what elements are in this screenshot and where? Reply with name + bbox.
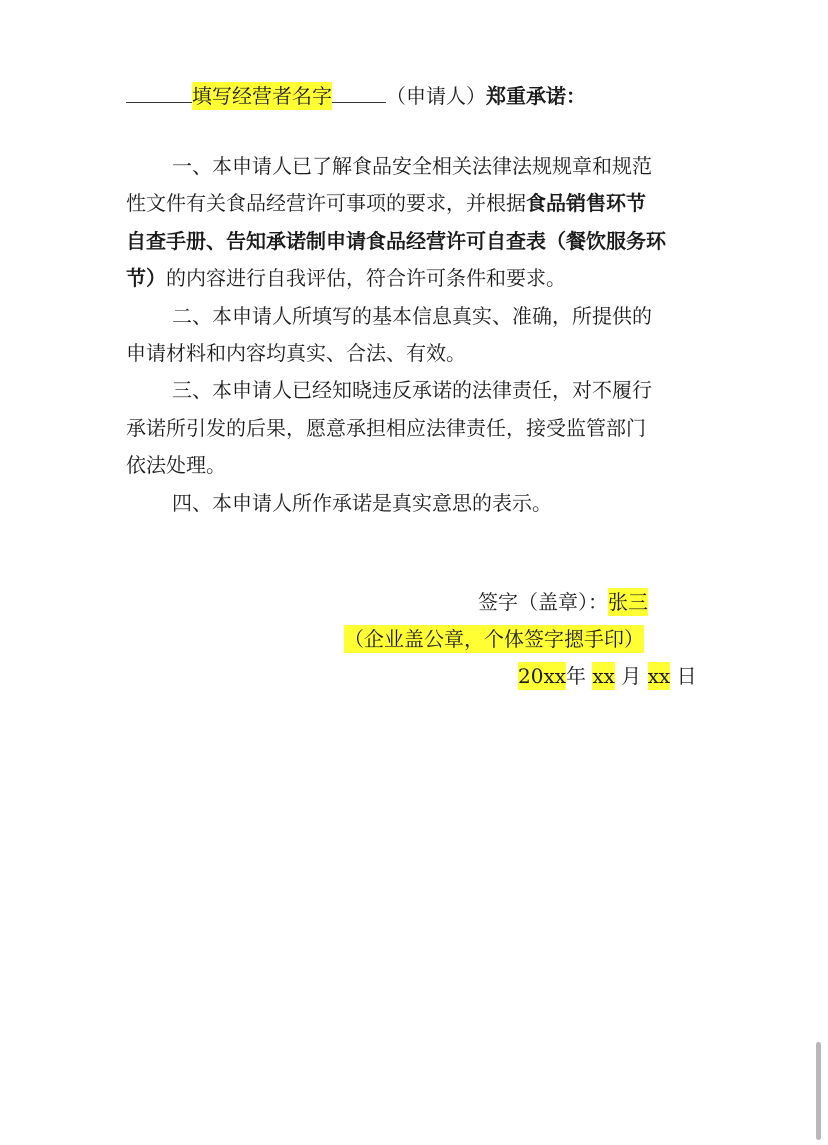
pledge-heading: 郑重承诺：: [486, 84, 586, 108]
applicant-name-field[interactable]: 填写经营者名字: [192, 84, 332, 108]
clause-1-line-3: 自查手册、告知承诺制申请食品经营许可自查表（餐饮服务环: [126, 229, 666, 253]
vertical-scrollbar[interactable]: [816, 1042, 821, 1140]
date-day-field[interactable]: xx: [647, 664, 671, 688]
underline-blank-right: [332, 76, 386, 103]
clause-2-line-1: 二、本申请人所填写的基本信息真实、准确，所提供的: [172, 304, 652, 328]
clause-2-line-2: 申请材料和内容均真实、合法、有效。: [126, 341, 466, 365]
signature-line: [478, 586, 648, 618]
date-month-unit: 月: [621, 664, 642, 688]
signature-label: 签字（盖章）：: [478, 590, 608, 614]
clause-1-line-4: [126, 262, 566, 294]
clause-1-text: 性文件有关食品经营许可事项的要求，并根据: [126, 191, 526, 215]
signature-note: （企业盖公章，个体签字摁手印）: [344, 627, 644, 651]
clause-1-bold: 食品销售环节: [526, 191, 646, 215]
clause-1-line-1: 一、本申请人已了解食品安全相关法律法规规章和规范: [172, 154, 652, 178]
clause-4-line-1: 四、本申请人所作承诺是真实意思的表示。: [172, 491, 552, 515]
date-year-unit: 年: [566, 664, 587, 688]
date-month-field[interactable]: xx: [592, 664, 615, 688]
clause-3-line-3: 依法处理。: [126, 453, 226, 477]
date-day-unit: 日: [676, 664, 697, 688]
signature-note-line: [344, 623, 644, 655]
clause-3-line-2: 承诺所引发的后果，愿意承担相应法律责任，接受监管部门: [126, 416, 646, 440]
signature-name-field[interactable]: 张三: [608, 590, 648, 614]
pledge-header: [126, 76, 586, 108]
clause-1-line-2: [126, 187, 646, 219]
clause-1-text-end: 的内容进行自我评估，符合许可条件和要求。: [166, 266, 566, 290]
applicant-role: （申请人）: [386, 84, 486, 108]
clause-3-line-1: 三、本申请人已经知晓违反承诺的法律责任，对不履行: [172, 378, 652, 402]
date-year-field[interactable]: 20xx: [518, 664, 567, 688]
clause-1-bold-end: 节）: [126, 266, 166, 290]
underline-blank-left: [126, 76, 192, 103]
date-line: [518, 660, 697, 692]
